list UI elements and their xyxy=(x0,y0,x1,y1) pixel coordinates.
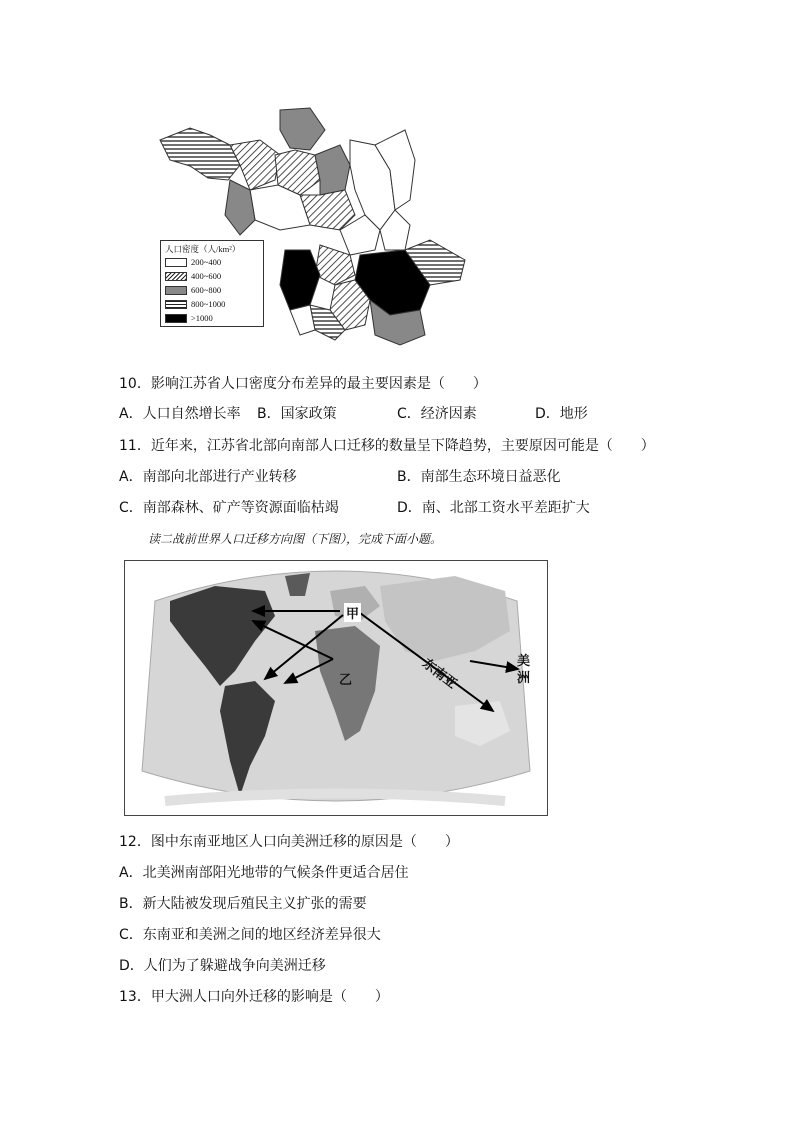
question-10-option-c: C．经济因素 xyxy=(397,406,477,422)
question-11-option-c: C．南部森林、矿产等资源面临枯竭 xyxy=(119,500,339,516)
question-11-option-b: B．南部生态环境日益恶化 xyxy=(397,469,561,485)
legend-title: 人口密度（人/km²） xyxy=(165,244,241,254)
region-xuzhou xyxy=(160,128,240,180)
map-legend xyxy=(160,240,264,327)
reading-instruction: 读二战前世界人口迁移方向图（下图），完成下面小题。 xyxy=(148,532,443,546)
legend-item: 600~800 xyxy=(165,285,221,295)
question-11-stem: 11．近年来，江苏省北部向南部人口迁移的数量呈下降趋势，主要原因可能是（ ） xyxy=(119,438,655,454)
map-label-yi: 乙 xyxy=(339,673,353,688)
question-12-stem: 12．图中东南亚地区人口向美洲迁移的原因是（ ） xyxy=(119,834,459,850)
legend-item: 200~400 xyxy=(165,257,221,267)
question-12-option-b: B．新大陆被发现后殖民主义扩张的需要 xyxy=(119,896,367,912)
map-label-america: 美洲 xyxy=(517,654,531,686)
legend-item: 400~600 xyxy=(165,271,221,281)
legend-item: 800~1000 xyxy=(165,299,225,309)
question-12-option-d: D．人们为了躲避战争向美洲迁移 xyxy=(119,958,326,974)
question-11-option-a: A．南部向北部进行产业转移 xyxy=(119,469,297,485)
question-12-option-a: A．北美洲南部阳光地带的气候条件更适合居住 xyxy=(119,865,409,881)
world-migration-map xyxy=(124,560,548,816)
question-10-option-d: D．地形 xyxy=(535,406,588,422)
question-10-option-a: A．人口自然增长率 xyxy=(119,406,241,422)
question-11-option-d: D．南、北部工资水平差距扩大 xyxy=(397,500,590,516)
question-13-stem: 13．甲大洲人口向外迁移的影响是（ ） xyxy=(119,989,389,1005)
question-10-stem: 10．影响江苏省人口密度分布差异的最主要因素是（ ） xyxy=(119,376,487,392)
question-12-option-c: C．东南亚和美洲之间的地区经济差异很大 xyxy=(119,927,381,943)
region-huaian xyxy=(315,145,350,195)
region-south-3 xyxy=(290,305,315,335)
region-lianyungang xyxy=(280,108,325,150)
legend-item: >1000 xyxy=(165,313,213,323)
map-label-jia: 甲 xyxy=(344,603,361,622)
question-10-option-b: B．国家政策 xyxy=(257,406,337,422)
map-label-southeast-asia: 东南亚 xyxy=(419,656,460,692)
region-nanjing xyxy=(280,250,320,310)
